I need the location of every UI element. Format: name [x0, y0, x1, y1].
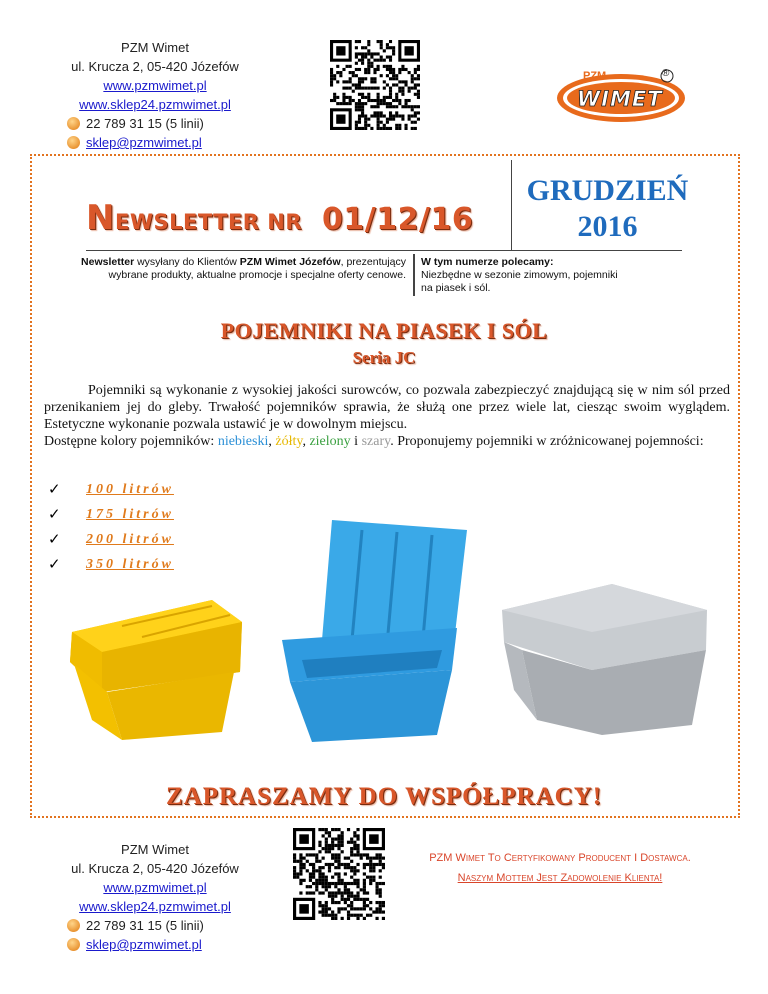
qr-code-bottom	[293, 828, 391, 920]
color-green: zielony	[309, 434, 351, 449]
slogan-line-2: Naszym Mottem Jest Zadowolenie Klienta!	[457, 872, 663, 884]
title-first-letter: N	[86, 198, 115, 238]
capacity-label: 200 litrów	[86, 531, 174, 547]
article-heading: POJEMNIKI NA PIASEK I SÓL	[220, 318, 548, 343]
shop-link[interactable]: www.sklep24.pzmwimet.pl	[79, 97, 231, 112]
checkmark-icon: ✓	[48, 507, 61, 523]
intro-company: PZM Wimet Józefów	[239, 256, 341, 268]
colors-suffix: . Proponujemy pojemniki w zróżnicowanej pojemności:	[390, 434, 704, 449]
issue-month	[520, 173, 695, 245]
colors-paragraph	[44, 433, 730, 450]
intro-text-1: wysyłany do Klientów	[134, 256, 240, 268]
footer-email-link[interactable]: sklep@pzmwimet.pl	[86, 937, 202, 952]
newsletter-number: 01/12/16	[322, 202, 474, 237]
article-subheading: Seria JC	[352, 348, 416, 367]
title-rest: EWSLETTER NR	[114, 210, 303, 234]
checkmark-icon: ✓	[48, 482, 61, 498]
phone-icon	[67, 919, 80, 932]
color-sep-2: ,	[302, 434, 310, 449]
footer-website-link[interactable]: www.pzmwimet.pl	[103, 880, 207, 895]
intro-bold: Newsletter	[81, 256, 135, 268]
year: 2016	[577, 210, 638, 243]
colors-prefix: Dostępne kolory pojemników:	[44, 434, 218, 449]
logo-reg-mark: ®	[662, 68, 670, 79]
month-name: GRUDZIEŃ	[526, 174, 689, 207]
phone-icon	[67, 117, 80, 130]
color-sep-1: ,	[268, 434, 276, 449]
header-contact	[55, 38, 255, 152]
in-issue-label: W tym numerze polecamy:	[421, 256, 554, 268]
phone: 22 789 31 15 (5 linii)	[86, 116, 204, 131]
footer-address: ul. Krucza 2, 05-420 Józefów	[71, 861, 239, 876]
capacity-label: 175 litrów	[86, 506, 174, 522]
slogan-line-1: PZM Wimet To Certyfikowany Producent I Dostawca.	[429, 852, 691, 864]
list-item	[48, 527, 174, 552]
company-name: PZM Wimet	[121, 40, 189, 55]
article-body	[44, 382, 730, 450]
yellow-container-image	[62, 592, 252, 742]
color-yellow: żółty	[275, 434, 303, 449]
intro-text	[70, 256, 406, 282]
gray-container-image	[492, 580, 714, 740]
checkmark-icon: ✓	[48, 557, 61, 573]
newsletter-title	[86, 198, 473, 238]
color-gray: szary	[361, 434, 391, 449]
footer-contact	[55, 840, 255, 954]
color-blue: niebieski	[217, 434, 269, 449]
color-and: i	[350, 434, 362, 449]
footer-company: PZM Wimet	[121, 842, 189, 857]
email-link[interactable]: sklep@pzmwimet.pl	[86, 135, 202, 150]
logo-small-text: PZM	[583, 70, 607, 82]
qr-code-top	[330, 40, 428, 130]
capacity-label: 350 litrów	[86, 556, 174, 572]
wimet-logo	[555, 62, 690, 124]
footer-shop-link[interactable]: www.sklep24.pzmwimet.pl	[79, 899, 231, 914]
list-item	[48, 552, 174, 577]
capacity-label: 100 litrów	[86, 481, 174, 497]
capacity-list	[48, 477, 174, 577]
intro-text-2: , prezentujący wybrane produkty, aktualne promocje i specjalne oferty cenowe.	[108, 256, 406, 281]
title-underline	[86, 250, 682, 251]
blue-container-image	[272, 510, 482, 750]
footer-phone: 22 789 31 15 (5 linii)	[86, 918, 204, 933]
in-issue-box	[421, 256, 621, 295]
in-issue-text: Niezbędne w sezonie zimowym, pojemniki na piasek i sól.	[421, 269, 618, 294]
list-item	[48, 502, 174, 527]
logo-main-text: WIMET	[577, 87, 663, 111]
intro-divider	[413, 254, 415, 296]
email-icon	[67, 136, 80, 149]
checkmark-icon: ✓	[48, 532, 61, 548]
email-icon	[67, 938, 80, 951]
list-item	[48, 477, 174, 502]
title-divider	[511, 160, 512, 250]
website-link[interactable]: www.pzmwimet.pl	[103, 78, 207, 93]
cta-heading: ZAPRASZAMY DO WSPÓŁPRACY!	[165, 783, 603, 810]
paragraph-1: Pojemniki są wykonanie z wysokiej jakości surowców, co pozwala zabezpieczyć znajdującą się w nim sól przed przenikaniem jej do gleby. Trwałość pojemników sprawia, że służą one przez wiele lat, ciesząc swoim wyglądem. Estetyczne wykonanie pozwala ustawić je w dowolnym miejscu.	[44, 383, 730, 432]
footer-slogan	[400, 848, 720, 888]
address: ul. Krucza 2, 05-420 Józefów	[71, 59, 239, 74]
